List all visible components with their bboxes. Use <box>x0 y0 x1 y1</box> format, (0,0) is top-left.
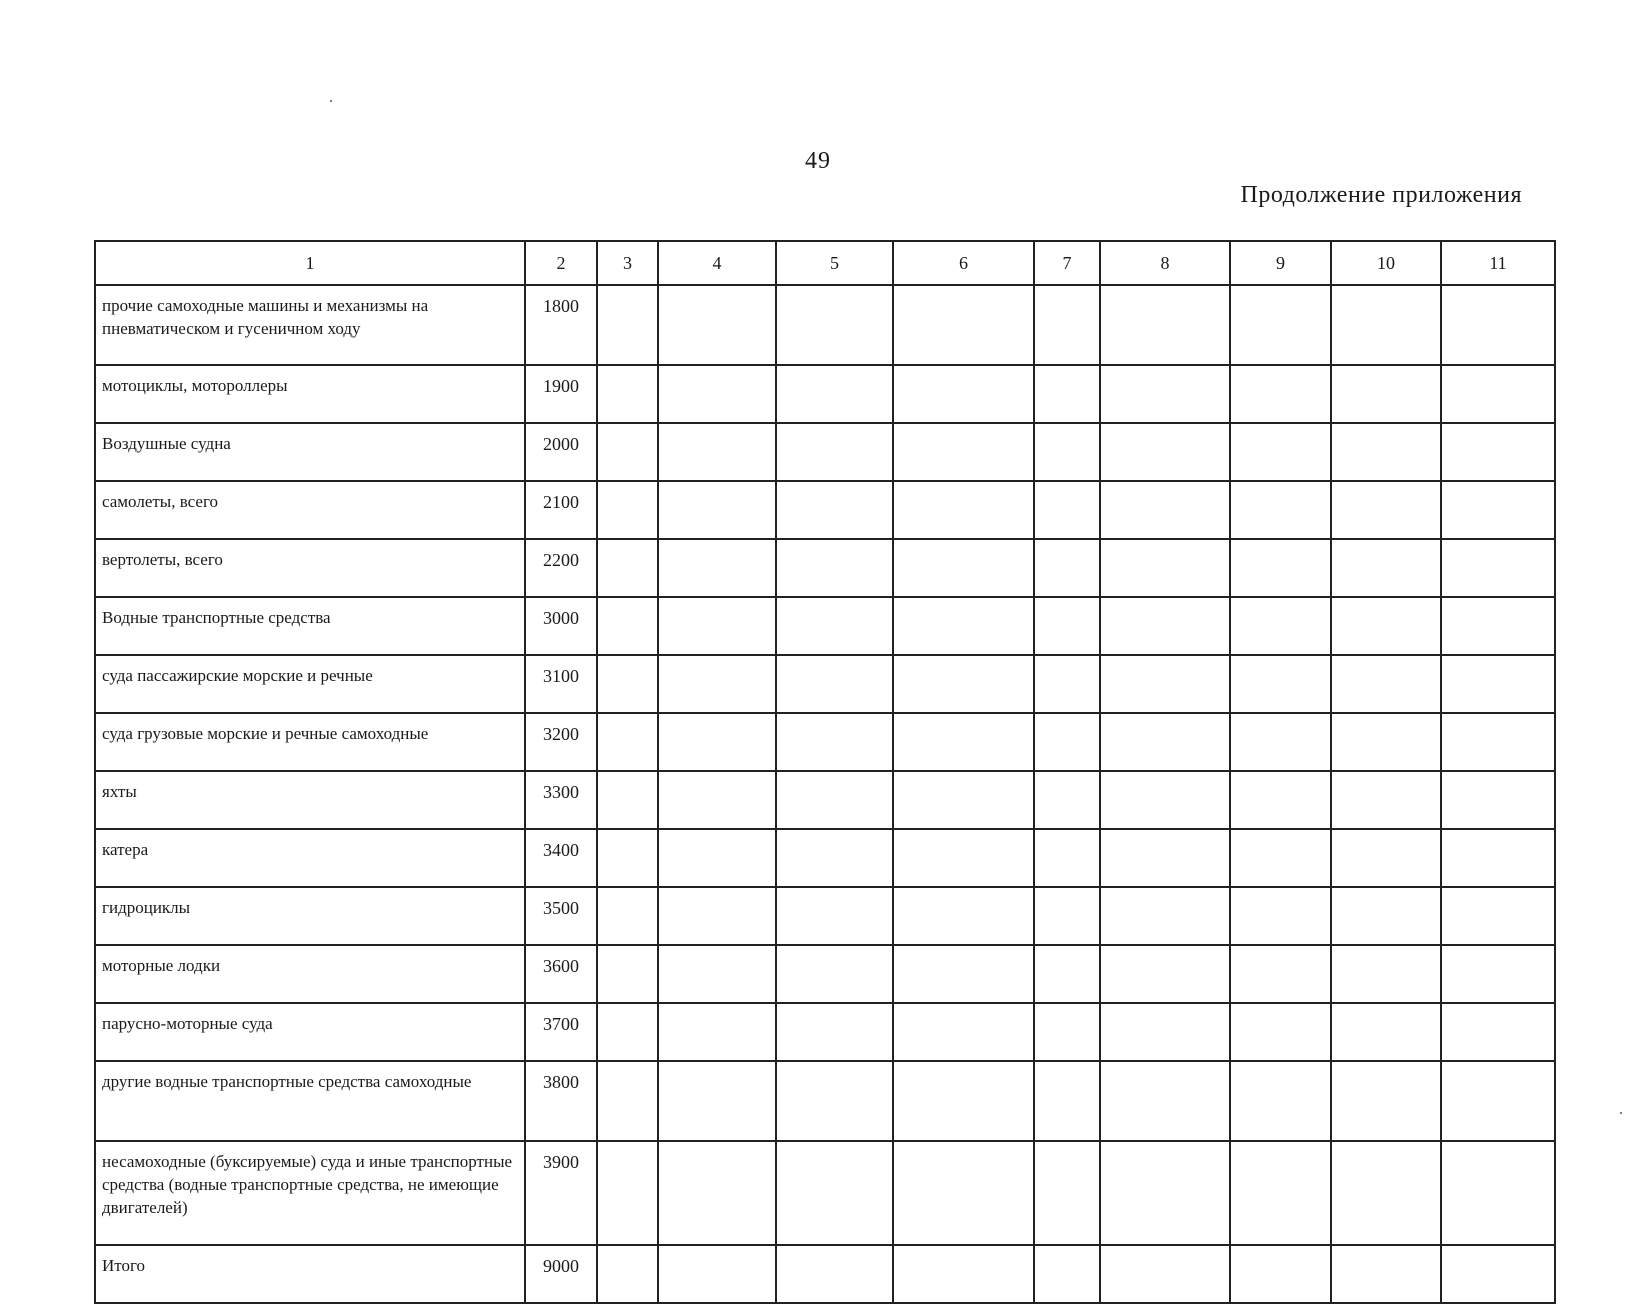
empty-value-cell-col-6[interactable] <box>893 655 1034 713</box>
empty-value-cell-col-8[interactable] <box>1100 481 1230 539</box>
column-header: 6 <box>893 241 1034 285</box>
row-code-cell: 1800 <box>525 285 597 365</box>
empty-value-cell-col-5[interactable] <box>776 285 893 365</box>
empty-value-cell-col-8[interactable] <box>1100 713 1230 771</box>
empty-value-cell-col-5[interactable] <box>776 829 893 887</box>
page-number: 49 <box>805 148 831 174</box>
empty-value-cell-col-6[interactable] <box>893 539 1034 597</box>
row-name-cell: суда грузовые морские и речные самоходные <box>95 713 525 771</box>
row-name-cell: Водные транспортные средства <box>95 597 525 655</box>
empty-value-cell-col-6[interactable] <box>893 1003 1034 1061</box>
empty-value-cell-col-5[interactable] <box>776 481 893 539</box>
empty-value-cell-col-9[interactable] <box>1230 1003 1331 1061</box>
row-name-cell: Итого <box>95 1245 525 1303</box>
empty-value-cell-col-9[interactable] <box>1230 829 1331 887</box>
empty-value-cell-col-3[interactable] <box>597 1245 658 1303</box>
empty-value-cell-col-5[interactable] <box>776 539 893 597</box>
empty-value-cell-col-6[interactable] <box>893 771 1034 829</box>
empty-value-cell-col-3[interactable] <box>597 285 658 365</box>
empty-value-cell-col-11[interactable] <box>1441 655 1555 713</box>
row-name-cell: прочие самоходные машины и механизмы на пневматическом и гусеничном ходу <box>95 285 525 365</box>
form-table <box>94 240 1556 1304</box>
header-row <box>95 241 1555 285</box>
empty-value-cell-col-4[interactable] <box>658 713 776 771</box>
row-name-cell: другие водные транспортные средства самоходные <box>95 1061 525 1141</box>
empty-value-cell-col-5[interactable] <box>776 655 893 713</box>
empty-value-cell-col-9[interactable] <box>1230 539 1331 597</box>
empty-value-cell-col-11[interactable] <box>1441 481 1555 539</box>
column-header: 5 <box>776 241 893 285</box>
empty-value-cell-col-6[interactable] <box>893 423 1034 481</box>
empty-value-cell-col-10[interactable] <box>1331 1003 1441 1061</box>
empty-value-cell-col-10[interactable] <box>1331 945 1441 1003</box>
row-name-cell: вертолеты, всего <box>95 539 525 597</box>
empty-value-cell-col-9[interactable] <box>1230 481 1331 539</box>
empty-value-cell-col-5[interactable] <box>776 597 893 655</box>
empty-value-cell-col-7[interactable] <box>1034 1061 1100 1141</box>
scan-speck <box>330 100 332 102</box>
empty-value-cell-col-11[interactable] <box>1441 1061 1555 1141</box>
empty-value-cell-col-10[interactable] <box>1331 597 1441 655</box>
empty-value-cell-col-6[interactable] <box>893 1141 1034 1245</box>
empty-value-cell-col-5[interactable] <box>776 1003 893 1061</box>
empty-value-cell-col-11[interactable] <box>1441 771 1555 829</box>
empty-value-cell-col-4[interactable] <box>658 423 776 481</box>
column-header: 8 <box>1100 241 1230 285</box>
empty-value-cell-col-6[interactable] <box>893 945 1034 1003</box>
empty-value-cell-col-11[interactable] <box>1441 285 1555 365</box>
empty-value-cell-col-8[interactable] <box>1100 423 1230 481</box>
row-code-cell: 3300 <box>525 771 597 829</box>
empty-value-cell-col-9[interactable] <box>1230 771 1331 829</box>
empty-value-cell-col-7[interactable] <box>1034 1141 1100 1245</box>
row-name-cell: самолеты, всего <box>95 481 525 539</box>
table-row <box>95 1141 1555 1245</box>
empty-value-cell-col-7[interactable] <box>1034 1245 1100 1303</box>
empty-value-cell-col-7[interactable] <box>1034 771 1100 829</box>
empty-value-cell-col-3[interactable] <box>597 713 658 771</box>
empty-value-cell-col-6[interactable] <box>893 1245 1034 1303</box>
column-header: 7 <box>1034 241 1100 285</box>
empty-value-cell-col-7[interactable] <box>1034 539 1100 597</box>
empty-value-cell-col-11[interactable] <box>1441 423 1555 481</box>
table-row <box>95 423 1555 481</box>
row-name-cell: несамоходные (буксируемые) суда и иные транспортные средства (водные транспортные средства, не имеющие двигателей) <box>95 1141 525 1245</box>
empty-value-cell-col-8[interactable] <box>1100 1245 1230 1303</box>
empty-value-cell-col-4[interactable] <box>658 887 776 945</box>
empty-value-cell-col-10[interactable] <box>1331 1245 1441 1303</box>
column-header: 11 <box>1441 241 1555 285</box>
empty-value-cell-col-5[interactable] <box>776 1245 893 1303</box>
row-code-cell: 3500 <box>525 887 597 945</box>
empty-value-cell-col-3[interactable] <box>597 1003 658 1061</box>
empty-value-cell-col-5[interactable] <box>776 713 893 771</box>
empty-value-cell-col-10[interactable] <box>1331 655 1441 713</box>
empty-value-cell-col-8[interactable] <box>1100 887 1230 945</box>
empty-value-cell-col-11[interactable] <box>1441 713 1555 771</box>
empty-value-cell-col-10[interactable] <box>1331 713 1441 771</box>
empty-value-cell-col-3[interactable] <box>597 1141 658 1245</box>
empty-value-cell-col-6[interactable] <box>893 365 1034 423</box>
empty-value-cell-col-8[interactable] <box>1100 771 1230 829</box>
empty-value-cell-col-8[interactable] <box>1100 655 1230 713</box>
empty-value-cell-col-3[interactable] <box>597 771 658 829</box>
empty-value-cell-col-11[interactable] <box>1441 829 1555 887</box>
row-name-cell: катера <box>95 829 525 887</box>
table-row <box>95 285 1555 365</box>
empty-value-cell-col-3[interactable] <box>597 887 658 945</box>
column-header: 1 <box>95 241 525 285</box>
empty-value-cell-col-5[interactable] <box>776 945 893 1003</box>
row-name-cell: парусно-моторные суда <box>95 1003 525 1061</box>
empty-value-cell-col-9[interactable] <box>1230 423 1331 481</box>
empty-value-cell-col-8[interactable] <box>1100 1061 1230 1141</box>
empty-value-cell-col-7[interactable] <box>1034 887 1100 945</box>
empty-value-cell-col-7[interactable] <box>1034 597 1100 655</box>
empty-value-cell-col-11[interactable] <box>1441 1003 1555 1061</box>
empty-value-cell-col-6[interactable] <box>893 597 1034 655</box>
table-row <box>95 539 1555 597</box>
row-code-cell: 3900 <box>525 1141 597 1245</box>
empty-value-cell-col-7[interactable] <box>1034 713 1100 771</box>
empty-value-cell-col-5[interactable] <box>776 365 893 423</box>
table-row <box>95 1003 1555 1061</box>
row-name-cell: мотоциклы, мотороллеры <box>95 365 525 423</box>
empty-value-cell-col-7[interactable] <box>1034 365 1100 423</box>
empty-value-cell-col-9[interactable] <box>1230 285 1331 365</box>
empty-value-cell-col-7[interactable] <box>1034 423 1100 481</box>
table-row <box>95 1245 1555 1303</box>
row-code-cell: 9000 <box>525 1245 597 1303</box>
empty-value-cell-col-3[interactable] <box>597 945 658 1003</box>
row-code-cell: 3200 <box>525 713 597 771</box>
empty-value-cell-col-9[interactable] <box>1230 597 1331 655</box>
empty-value-cell-col-5[interactable] <box>776 423 893 481</box>
empty-value-cell-col-10[interactable] <box>1331 887 1441 945</box>
empty-value-cell-col-11[interactable] <box>1441 887 1555 945</box>
empty-value-cell-col-10[interactable] <box>1331 771 1441 829</box>
table-row <box>95 945 1555 1003</box>
table-row <box>95 481 1555 539</box>
empty-value-cell-col-8[interactable] <box>1100 1003 1230 1061</box>
empty-value-cell-col-3[interactable] <box>597 829 658 887</box>
row-name-cell: моторные лодки <box>95 945 525 1003</box>
table-row <box>95 1061 1555 1141</box>
empty-value-cell-col-5[interactable] <box>776 1061 893 1141</box>
empty-value-cell-col-5[interactable] <box>776 887 893 945</box>
empty-value-cell-col-7[interactable] <box>1034 655 1100 713</box>
row-name-cell: Воздушные судна <box>95 423 525 481</box>
empty-value-cell-col-3[interactable] <box>597 481 658 539</box>
table-row <box>95 655 1555 713</box>
table-row <box>95 597 1555 655</box>
empty-value-cell-col-4[interactable] <box>658 1003 776 1061</box>
empty-value-cell-col-9[interactable] <box>1230 713 1331 771</box>
empty-value-cell-col-4[interactable] <box>658 829 776 887</box>
row-code-cell: 3700 <box>525 1003 597 1061</box>
empty-value-cell-col-11[interactable] <box>1441 597 1555 655</box>
empty-value-cell-col-6[interactable] <box>893 285 1034 365</box>
row-code-cell: 2200 <box>525 539 597 597</box>
empty-value-cell-col-3[interactable] <box>597 655 658 713</box>
empty-value-cell-col-7[interactable] <box>1034 945 1100 1003</box>
table-body <box>95 285 1555 1303</box>
empty-value-cell-col-4[interactable] <box>658 771 776 829</box>
table-row <box>95 771 1555 829</box>
empty-value-cell-col-10[interactable] <box>1331 1061 1441 1141</box>
empty-value-cell-col-8[interactable] <box>1100 945 1230 1003</box>
empty-value-cell-col-11[interactable] <box>1441 1245 1555 1303</box>
empty-value-cell-col-5[interactable] <box>776 771 893 829</box>
empty-value-cell-col-9[interactable] <box>1230 655 1331 713</box>
column-header: 2 <box>525 241 597 285</box>
empty-value-cell-col-10[interactable] <box>1331 481 1441 539</box>
empty-value-cell-col-4[interactable] <box>658 597 776 655</box>
empty-value-cell-col-10[interactable] <box>1331 423 1441 481</box>
row-code-cell: 2100 <box>525 481 597 539</box>
continuation-label: Продолжение приложения <box>1240 182 1522 208</box>
row-code-cell: 3100 <box>525 655 597 713</box>
column-header: 9 <box>1230 241 1331 285</box>
table-row <box>95 713 1555 771</box>
empty-value-cell-col-9[interactable] <box>1230 945 1331 1003</box>
empty-value-cell-col-9[interactable] <box>1230 1141 1331 1245</box>
row-code-cell: 3800 <box>525 1061 597 1141</box>
empty-value-cell-col-4[interactable] <box>658 1245 776 1303</box>
empty-value-cell-col-4[interactable] <box>658 655 776 713</box>
column-header: 4 <box>658 241 776 285</box>
empty-value-cell-col-4[interactable] <box>658 539 776 597</box>
empty-value-cell-col-10[interactable] <box>1331 365 1441 423</box>
empty-value-cell-col-6[interactable] <box>893 481 1034 539</box>
row-code-cell: 1900 <box>525 365 597 423</box>
column-header: 3 <box>597 241 658 285</box>
empty-value-cell-col-6[interactable] <box>893 887 1034 945</box>
empty-value-cell-col-4[interactable] <box>658 945 776 1003</box>
empty-value-cell-col-8[interactable] <box>1100 829 1230 887</box>
empty-value-cell-col-9[interactable] <box>1230 1061 1331 1141</box>
row-code-cell: 2000 <box>525 423 597 481</box>
empty-value-cell-col-8[interactable] <box>1100 597 1230 655</box>
table-row <box>95 887 1555 945</box>
scan-speck <box>1620 1112 1622 1114</box>
empty-value-cell-col-9[interactable] <box>1230 887 1331 945</box>
empty-value-cell-col-3[interactable] <box>597 539 658 597</box>
empty-value-cell-col-7[interactable] <box>1034 285 1100 365</box>
empty-value-cell-col-3[interactable] <box>597 423 658 481</box>
empty-value-cell-col-9[interactable] <box>1230 1245 1331 1303</box>
empty-value-cell-col-4[interactable] <box>658 285 776 365</box>
row-code-cell: 3600 <box>525 945 597 1003</box>
empty-value-cell-col-11[interactable] <box>1441 945 1555 1003</box>
empty-value-cell-col-7[interactable] <box>1034 829 1100 887</box>
empty-value-cell-col-8[interactable] <box>1100 539 1230 597</box>
empty-value-cell-col-11[interactable] <box>1441 1141 1555 1245</box>
empty-value-cell-col-10[interactable] <box>1331 285 1441 365</box>
empty-value-cell-col-4[interactable] <box>658 481 776 539</box>
empty-value-cell-col-7[interactable] <box>1034 481 1100 539</box>
empty-value-cell-col-9[interactable] <box>1230 365 1331 423</box>
empty-value-cell-col-8[interactable] <box>1100 285 1230 365</box>
row-name-cell: яхты <box>95 771 525 829</box>
empty-value-cell-col-7[interactable] <box>1034 1003 1100 1061</box>
empty-value-cell-col-4[interactable] <box>658 1141 776 1245</box>
empty-value-cell-col-10[interactable] <box>1331 829 1441 887</box>
empty-value-cell-col-3[interactable] <box>597 1061 658 1141</box>
table-row <box>95 829 1555 887</box>
empty-value-cell-col-6[interactable] <box>893 829 1034 887</box>
empty-value-cell-col-3[interactable] <box>597 365 658 423</box>
row-code-cell: 3400 <box>525 829 597 887</box>
empty-value-cell-col-11[interactable] <box>1441 365 1555 423</box>
empty-value-cell-col-10[interactable] <box>1331 539 1441 597</box>
empty-value-cell-col-5[interactable] <box>776 1141 893 1245</box>
empty-value-cell-col-6[interactable] <box>893 1061 1034 1141</box>
empty-value-cell-col-8[interactable] <box>1100 1141 1230 1245</box>
empty-value-cell-col-4[interactable] <box>658 1061 776 1141</box>
empty-value-cell-col-10[interactable] <box>1331 1141 1441 1245</box>
table-row <box>95 365 1555 423</box>
empty-value-cell-col-3[interactable] <box>597 597 658 655</box>
row-name-cell: гидроциклы <box>95 887 525 945</box>
row-code-cell: 3000 <box>525 597 597 655</box>
empty-value-cell-col-6[interactable] <box>893 713 1034 771</box>
empty-value-cell-col-11[interactable] <box>1441 539 1555 597</box>
row-name-cell: суда пассажирские морские и речные <box>95 655 525 713</box>
empty-value-cell-col-4[interactable] <box>658 365 776 423</box>
empty-value-cell-col-8[interactable] <box>1100 365 1230 423</box>
column-header: 10 <box>1331 241 1441 285</box>
